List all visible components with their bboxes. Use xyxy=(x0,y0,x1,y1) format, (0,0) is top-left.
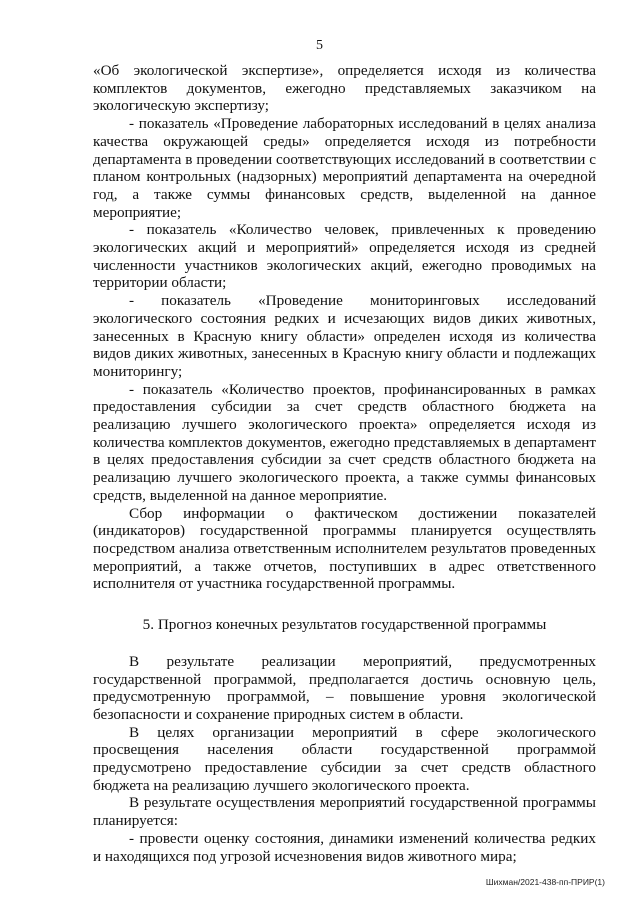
indicator-red-book-monitoring: - показатель «Проведение мониторинговых исследований экологического состояния редких и исчезающих видов диких животных, занесенных в Красную книгу области» определен исходя из количества видов диких животных, занесенных в Красную книгу области и подлежащих мониторингу; xyxy=(93,292,596,380)
paragraph-expertise-continuation: «Об экологической экспертизе», определяется исходя из количества комплектов документов, ежегодно представляемых заказчиком на экологическую экспертизу; xyxy=(93,62,596,115)
page-number: 5 xyxy=(316,38,323,53)
indicator-eco-events-participants: - показатель «Количество человек, привлеченных к проведению экологических акций и мероприятий» определяется исходя из средней численности участников экологических акций, ежегодно проводимых на территории области; xyxy=(93,221,596,292)
section-heading-forecast: 5. Прогноз конечных результатов государственной программы xyxy=(142,616,547,634)
indicator-funded-projects: - показатель «Количество проектов, профинансированных в рамках предоставления субсидии за счет средств областного бюджета на реализацию лучшего экологического проекта» определяется исходя из количества комплектов документов, ежегодно представляемых в департамент в целях предоставления субсидии за счет средств областного бюджета на реализацию лучшего экологического проекта, а также суммы финансовых средств, выделенной на данное мероприятие. xyxy=(93,380,596,504)
indicator-lab-research: - показатель «Проведение лабораторных исследований в целях анализа качества окружающей среды» определяется исходя из потребности департамента в проведении соответствующих исследований в соответствии с планом контрольных (надзорных) мероприятий департамента на очередной год, а также суммы финансовых средств, выделенной на данное мероприятие; xyxy=(93,115,596,221)
paragraph-data-collection: Сбор информации о фактическом достижении показателей (индикаторов) государственной программы планируется осуществлять посредством анализа ответственным исполнителем результатов проведенных мероприятий, а также отчетов, поступивших в адрес ответственного исполнителя от участника государственной программы. xyxy=(93,504,596,593)
document-code-footer: Шихман/2021-438-пп-ПРИР(1) xyxy=(485,877,605,887)
paragraph-planned-intro: В результате осуществления мероприятий государственной программы планируется: xyxy=(93,794,596,830)
document-body xyxy=(93,62,596,865)
paragraph-subsidy: В целях организации мероприятий в сфере экологического просвещения населения области государственной программой предусмотрено предоставление субсидии за счет средств областного бюджета на реализацию лучшего экологического проекта. xyxy=(93,723,596,794)
paragraph-expected-result: В результате реализации мероприятий, предусмотренных государственной программой, предполагается достичь основную цель, предусмотренную программой, – повышение уровня экологической безопасности и сохранение природных систем в области. xyxy=(93,652,596,723)
planned-item-assessment: - провести оценку состояния, динамики изменений количества редких и находящихся под угрозой исчезновения видов животного мира; xyxy=(93,829,596,865)
